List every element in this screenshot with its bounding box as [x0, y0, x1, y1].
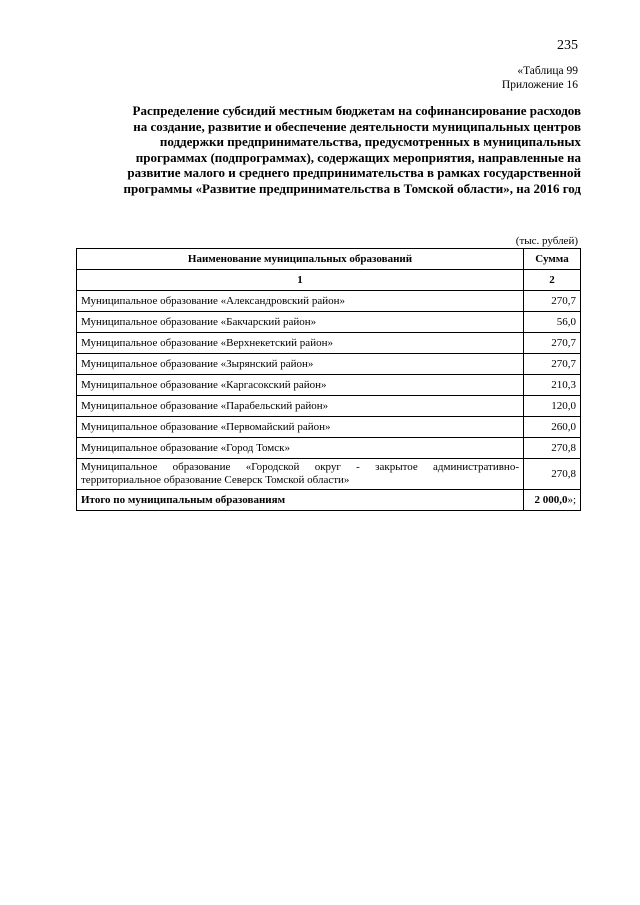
total-sum-cell — [524, 490, 581, 511]
row-sum: 270,8 — [524, 459, 581, 490]
row-sum: 270,8 — [524, 438, 581, 459]
row-name: Муниципальное образование «Первомайский район» — [77, 417, 524, 438]
total-label: Итого по муниципальным образованиям — [77, 490, 524, 511]
title-line: Распределение субсидий местным бюджетам на софинансирование расходов — [132, 103, 581, 118]
row-name: Муниципальное образование «Городской округ - закрытое административно-территориальное образование Северск Томской области» — [77, 459, 524, 490]
page-number: 235 — [557, 38, 578, 53]
row-name: Муниципальное образование «Парабельский район» — [77, 396, 524, 417]
table-reference — [502, 64, 578, 92]
row-sum: 56,0 — [524, 312, 581, 333]
row-name: Муниципальное образование «Александровский район» — [77, 291, 524, 312]
row-name: Муниципальное образование «Верхнекетский район» — [77, 333, 524, 354]
row-name: Муниципальное образование «Бакчарский район» — [77, 312, 524, 333]
table-row — [77, 459, 581, 490]
quote-suffix: »; — [567, 494, 576, 506]
units-label: (тыс. рублей) — [515, 235, 578, 247]
table-row — [77, 354, 581, 375]
table-row — [77, 417, 581, 438]
row-sum: 210,3 — [524, 375, 581, 396]
column-number: 1 — [77, 270, 524, 291]
row-sum: 270,7 — [524, 354, 581, 375]
header-sum: Сумма — [524, 249, 581, 270]
header-name: Наименование муниципальных образований — [77, 249, 524, 270]
document-title — [76, 103, 581, 197]
header-row — [77, 249, 581, 270]
row-sum: 270,7 — [524, 291, 581, 312]
column-number-row — [77, 270, 581, 291]
row-sum: 270,7 — [524, 333, 581, 354]
total-sum: 2 000,0 — [534, 494, 568, 506]
row-sum: 260,0 — [524, 417, 581, 438]
table-row — [77, 291, 581, 312]
table-row — [77, 333, 581, 354]
table-row — [77, 438, 581, 459]
table-row — [77, 312, 581, 333]
table-row — [77, 375, 581, 396]
title-line: на создание, развитие и обеспечение деятельности муниципальных центров — [133, 118, 581, 134]
title-line: поддержки предпринимательства, предусмотренных в муниципальных — [159, 134, 581, 150]
total-row — [77, 490, 581, 511]
appendix-label: Приложение 16 — [501, 79, 578, 91]
title-line: развитие малого и среднего предпринимательства в рамках государственной — [127, 165, 581, 181]
title-line: программы «Развитие предпринимательства в Томской области», на 2016 год — [123, 180, 581, 196]
column-number: 2 — [524, 270, 581, 291]
table-label: «Таблица 99 — [517, 65, 578, 77]
row-name: Муниципальное образование «Город Томск» — [77, 438, 524, 459]
table-row — [77, 396, 581, 417]
subsidy-table — [76, 248, 581, 511]
title-line: программах (подпрограммах), содержащих мероприятия, направленные на — [135, 149, 581, 165]
row-name: Муниципальное образование «Зырянский район» — [77, 354, 524, 375]
row-sum: 120,0 — [524, 396, 581, 417]
row-name: Муниципальное образование «Каргасокский район» — [77, 375, 524, 396]
